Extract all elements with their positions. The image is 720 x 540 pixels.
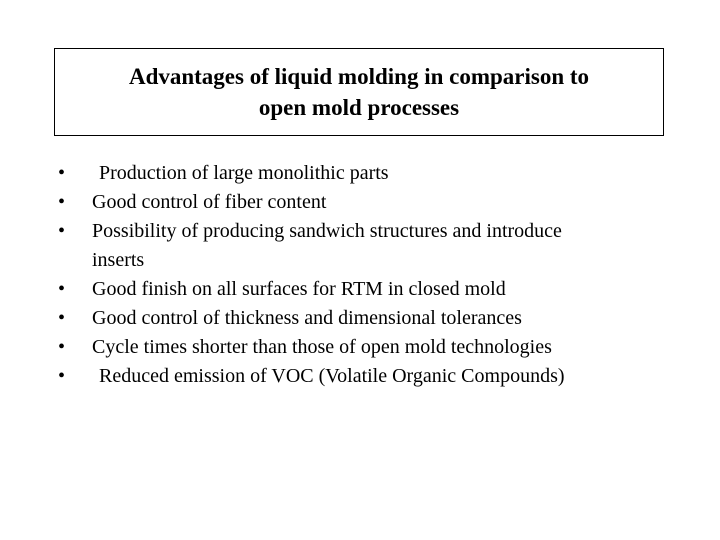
bullet-icon: • — [58, 162, 66, 184]
bullet-item — [56, 159, 696, 188]
advantages-bullet-list — [56, 159, 696, 391]
bullet-text: Cycle times shorter than those of open mold technologies — [92, 336, 552, 358]
bullet-text: Good finish on all surfaces for RTM in closed mold — [92, 278, 506, 300]
bullet-item — [56, 362, 696, 391]
bullet-icon: • — [58, 191, 66, 213]
bullet-icon: • — [58, 278, 66, 300]
bullet-item — [56, 188, 696, 217]
bullet-icon: • — [58, 220, 66, 242]
bullet-text: Good control of thickness and dimensional tolerances — [92, 307, 522, 329]
bullet-text: Good control of fiber content — [92, 191, 327, 213]
bullet-text: Reduced emission of VOC (Volatile Organic Compounds) — [99, 365, 565, 387]
bullet-item — [56, 333, 696, 362]
bullet-text: inserts — [92, 249, 145, 271]
slide-title-box — [54, 48, 664, 136]
bullet-text: Production of large monolithic parts — [99, 162, 389, 184]
bullet-item — [56, 217, 696, 246]
slide-title-line-1: Advantages of liquid molding in comparison to — [128, 64, 590, 89]
bullet-continuation — [56, 246, 696, 275]
bullet-text: Possibility of producing sandwich structures and introduce — [92, 220, 562, 242]
slide-title-line-2: open mold processes — [258, 95, 460, 120]
bullet-icon: • — [58, 336, 66, 358]
bullet-item — [56, 304, 696, 333]
bullet-icon: • — [58, 365, 66, 387]
bullet-item — [56, 275, 696, 304]
bullet-icon: • — [58, 307, 66, 329]
